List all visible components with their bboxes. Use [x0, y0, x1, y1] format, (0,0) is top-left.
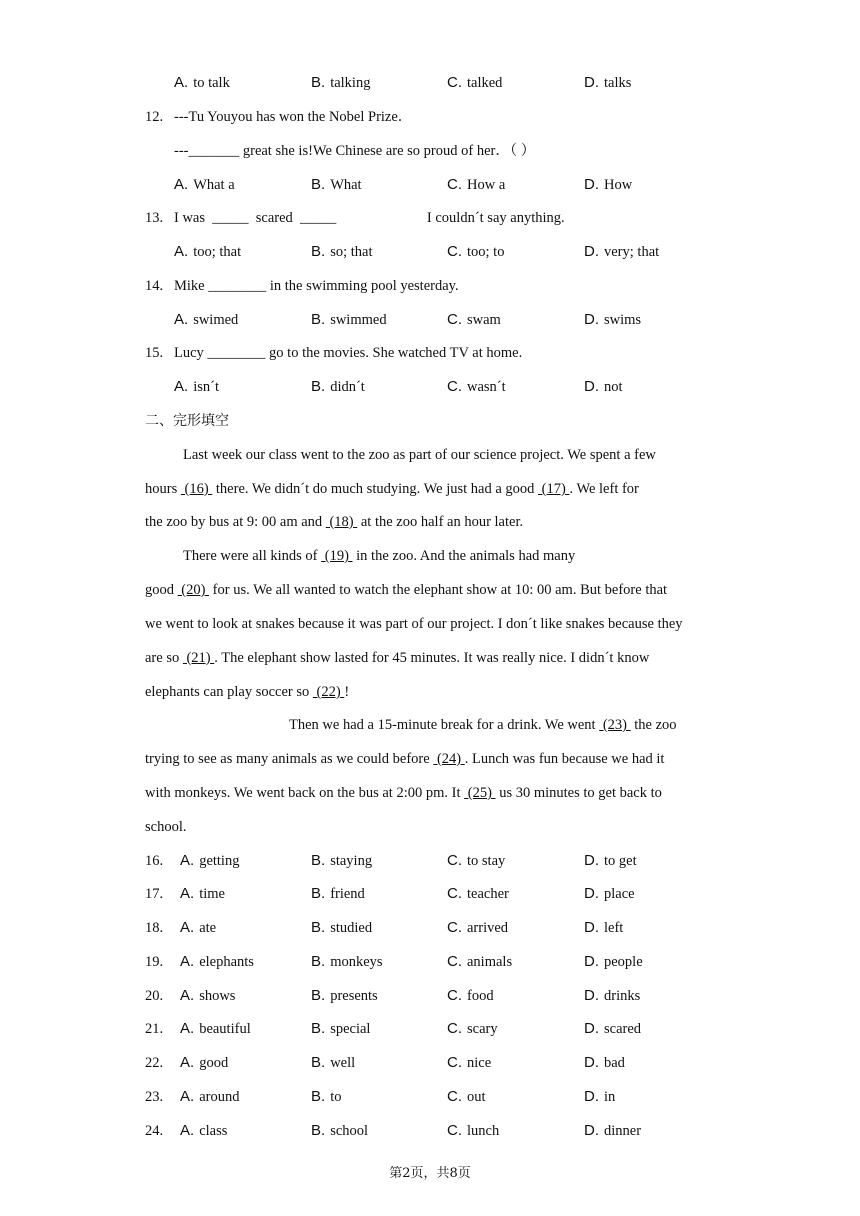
question-15-stem: 15. Lucy ________ go to the movies. She watched TV at home. [145, 345, 523, 361]
option-b: B. well [311, 1054, 356, 1071]
option-d: D. not [584, 378, 623, 395]
option-c: C. wasnˊt [447, 378, 506, 395]
cloze-24-options: 24. A. class B. school C. lunch D. dinner [145, 1122, 642, 1139]
page-footer: 第2页，共8页 [389, 1166, 471, 1181]
blank-21: (21) [182, 650, 215, 666]
blank-19: (19) [321, 548, 353, 564]
option-a: A. elephants [180, 953, 254, 970]
cloze-17-options: 17. A. time B. friend C. teacher D. place [145, 885, 635, 902]
question-14-stem: 14. Mike ________ in the swimming pool yesterday. [145, 278, 459, 294]
option-b: B. swimmed [311, 311, 387, 328]
passage-line: trying to see as many animals as we could before (24) . Lunch was fun because we had it [145, 751, 665, 767]
cloze-16-options: 16. A. getting B. staying C. to stay D. to get [145, 852, 637, 869]
option-c: C. food [447, 987, 494, 1004]
option-d: D. drinks [584, 987, 641, 1004]
option-b: B. didnˊt [311, 378, 365, 395]
option-d: D. talks [584, 74, 632, 91]
option-a: A. swimed [174, 311, 239, 328]
option-c: C. to stay [447, 852, 506, 869]
option-a: A. to talk [174, 74, 230, 91]
option-a: A. isnˊt [174, 378, 219, 395]
question-14-options [0, 310, 860, 330]
option-b: B. staying [311, 852, 373, 869]
option-d: D. left [584, 919, 624, 936]
option-c: C. nice [447, 1054, 492, 1071]
option-a: A. shows [180, 987, 236, 1004]
question-12-stem: 12. ---Tu Youyou has won the Nobel Prize． [145, 109, 413, 125]
cloze-22-options: 22. A. good B. well C. nice D. bad [145, 1054, 625, 1071]
blank-16: (16) [180, 481, 213, 497]
option-d: D. place [584, 885, 635, 902]
passage-line: school. [145, 819, 187, 835]
option-d: D. very; that [584, 243, 660, 260]
option-c: C. arrived [447, 919, 509, 936]
option-d: D. How [584, 176, 633, 193]
option-b: B. school [311, 1122, 369, 1139]
question-12-stem-2: ---_______ great she is!We Chinese are so proud of her．（ ） [174, 143, 536, 159]
option-a: A. good [180, 1054, 229, 1071]
blank-18: (18) [325, 514, 358, 530]
option-c: C. talked [447, 74, 503, 91]
question-12-options [0, 175, 860, 195]
option-b: B. presents [311, 987, 378, 1004]
cloze-18-options: 18. A. ate B. studied C. arrived D. left [145, 919, 624, 936]
option-b: B. talking [311, 74, 371, 91]
passage-line: good (20) for us. We all wanted to watch the elephant show at 10: 00 am. But before that [145, 582, 668, 598]
option-c: C. scary [447, 1020, 498, 1037]
option-d: D. to get [584, 852, 637, 869]
passage-line: we went to look at snakes because it was part of our project. I donˊt like snakes because they [145, 616, 683, 632]
option-a: A. getting [180, 852, 240, 869]
option-b: B. studied [311, 919, 373, 936]
option-d: D. bad [584, 1054, 625, 1071]
option-c: C. lunch [447, 1122, 500, 1139]
cloze-19-options: 19. A. elephants B. monkeys C. animals D. people [145, 953, 643, 970]
option-b: B. to [311, 1088, 342, 1105]
option-a: A. beautiful [180, 1020, 251, 1037]
option-a: A. time [180, 885, 225, 902]
option-a: A. around [180, 1088, 240, 1105]
blank-23: (23) [599, 717, 631, 733]
option-b: B. friend [311, 885, 365, 902]
option-c: C. too; to [447, 243, 505, 260]
cloze-23-options: 23. A. around B. to C. out D. in [145, 1088, 616, 1105]
cloze-21-options: 21. A. beautiful B. special C. scary D. scared [145, 1020, 642, 1037]
option-d: D. scared [584, 1020, 642, 1037]
option-c: C. swam [447, 311, 501, 328]
section-heading: 二、完形填空 [145, 413, 229, 429]
option-c: C. animals [447, 953, 513, 970]
blank-20: (20) [177, 582, 210, 598]
option-b: B. monkeys [311, 953, 383, 970]
blank-24: (24) [433, 751, 465, 767]
option-b: B. What [311, 176, 362, 193]
option-d: D. people [584, 953, 643, 970]
question-13-stem: 13. I was _____ scared _____ I couldnˊt say anything. [145, 210, 565, 226]
option-c: C. teacher [447, 885, 509, 902]
option-b: B. special [311, 1020, 371, 1037]
option-a: A. class [180, 1122, 228, 1139]
blank-17: (17) [538, 481, 570, 497]
question-15-options [0, 377, 860, 397]
option-d: D. swims [584, 311, 642, 328]
option-c: C. How a [447, 176, 506, 193]
option-d: D. dinner [584, 1122, 642, 1139]
passage-line: There were all kinds of (19) in the zoo. And the animals had many [183, 548, 576, 564]
q11-options [0, 73, 860, 93]
cloze-20-options: 20. A. shows B. presents C. food D. drinks [145, 987, 641, 1004]
passage-line: Last week our class went to the zoo as part of our science project. We spent a few [183, 447, 656, 463]
passage-line: the zoo by bus at 9: 00 am and (18) at the zoo half an hour later. [145, 514, 524, 530]
passage-line: Then we had a 15-minute break for a drink. We went (23) the zoo [289, 717, 677, 733]
option-b: B. so; that [311, 243, 373, 260]
passage-line: with monkeys. We went back on the bus at 2:00 pm. It (25) us 30 minutes to get back to [145, 785, 662, 801]
blank-22: (22) [312, 684, 345, 700]
passage-line: hours (16) there. We didnˊt do much studying. We just had a good (17) . We left for [145, 481, 639, 497]
blank-25: (25) [464, 785, 496, 801]
option-a: A. What a [174, 176, 235, 193]
passage-line: are so (21) . The elephant show lasted for 45 minutes. It was really nice. I didnˊt know [145, 650, 650, 666]
option-c: C. out [447, 1088, 486, 1105]
option-a: A. too; that [174, 243, 242, 260]
question-13-options [0, 242, 860, 262]
option-d: D. in [584, 1088, 616, 1105]
passage-line: elephants can play soccer so (22) ! [145, 684, 350, 700]
option-a: A. ate [180, 919, 217, 936]
